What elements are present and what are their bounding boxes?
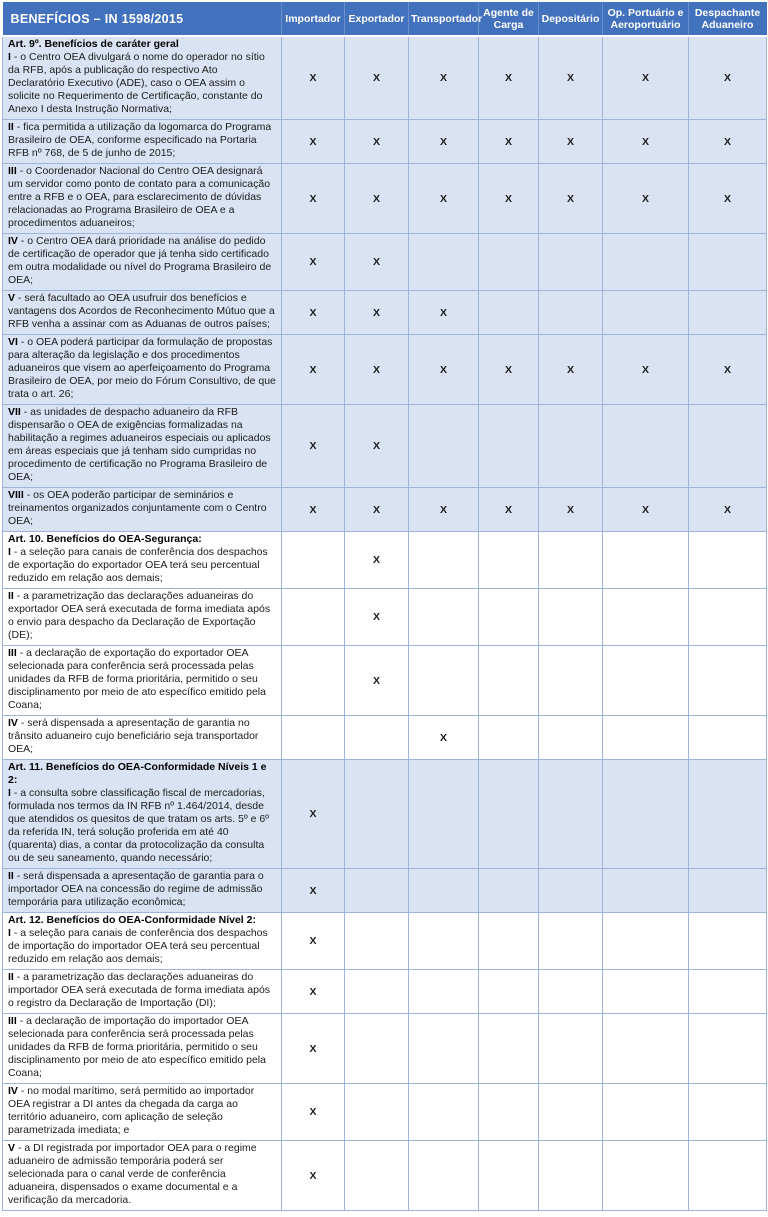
empty-cell	[479, 646, 539, 716]
x-mark-cell	[603, 120, 689, 164]
column-header-despachante-aduaneiro: Despachante Aduaneiro	[689, 3, 767, 37]
x-mark: X	[309, 808, 317, 820]
x-mark: X	[309, 256, 317, 268]
x-mark-cell	[539, 36, 603, 120]
benefit-description-cell	[3, 1141, 282, 1211]
x-mark-cell	[345, 589, 409, 646]
benefit-text-body: - o Coordenador Nacional do Centro OEA designará um servidor como ponto de contato para a comunicação entre a RFB e o OEA, para esclarecimento de dúvidas relacionadas ao Programa Brasileiro de OEA e a procedimentos aduaneiros;	[8, 165, 271, 229]
x-mark-cell	[282, 760, 345, 869]
benefit-row	[3, 1084, 767, 1141]
empty-cell	[345, 1141, 409, 1211]
benefit-text-body: - a DI registrada por importador OEA para o regime aduaneiro de admissão temporária poderá ser selecionada para o canal verde de conferência aduaneira, dispensados o exame documental e a verificação da mercadoria.	[8, 1142, 257, 1206]
x-mark-cell	[282, 488, 345, 532]
empty-cell	[409, 405, 479, 488]
x-mark: X	[504, 363, 512, 376]
benefit-text	[8, 406, 277, 484]
table-title: BENEFÍCIOS – IN 1598/2015	[3, 3, 282, 37]
benefit-text-body: - no modal marítimo, será permitido ao importador OEA registrar a DI antes da chegada da carga ao território aduaneiro, com aplicação de seleção parametrizada imediata; e	[8, 1085, 255, 1136]
empty-cell	[539, 646, 603, 716]
benefit-row	[3, 716, 767, 760]
empty-cell	[409, 760, 479, 869]
x-mark-cell	[345, 335, 409, 405]
x-mark-cell	[409, 716, 479, 760]
empty-cell	[689, 1014, 767, 1084]
benefit-description-cell	[3, 589, 282, 646]
x-mark-cell	[345, 488, 409, 532]
x-mark-cell	[479, 335, 539, 405]
benefit-numeral: III	[8, 647, 17, 659]
empty-cell	[689, 589, 767, 646]
benefit-row	[3, 913, 767, 970]
benefit-text-body: - será dispensada a apresentação de garantia para o importador OEA na concessão do regime de admissão temporária para utilização econômica;	[8, 870, 264, 908]
empty-cell	[689, 716, 767, 760]
x-mark-cell	[345, 405, 409, 488]
empty-cell	[409, 913, 479, 970]
x-mark: X	[372, 554, 380, 566]
benefit-row	[3, 405, 767, 488]
benefit-numeral: II	[8, 121, 14, 133]
benefit-row	[3, 970, 767, 1014]
column-header-transportador: Transportador	[409, 3, 479, 37]
empty-cell	[689, 1084, 767, 1141]
empty-cell	[603, 589, 689, 646]
empty-cell	[479, 869, 539, 913]
empty-cell	[539, 760, 603, 869]
empty-cell	[345, 869, 409, 913]
x-mark: X	[641, 503, 649, 516]
empty-cell	[282, 646, 345, 716]
benefit-row	[3, 532, 767, 589]
column-header-op-portuario-aeroportuario: Op. Portuário e Aeroportuário	[603, 3, 689, 37]
x-mark-cell	[282, 120, 345, 164]
benefit-text-body: - a declaração de exportação do exportador OEA selecionada para conferência será processada pelas unidades da RFB de forma prioritária, permitido o seu disciplinamento por meio de ato específico emitido pela Coana;	[8, 647, 266, 711]
x-mark-cell	[539, 488, 603, 532]
header-row	[3, 3, 767, 37]
benefit-text	[8, 235, 277, 287]
x-mark-cell	[282, 1084, 345, 1141]
benefit-numeral: IV	[8, 1085, 18, 1097]
x-mark-cell	[479, 36, 539, 120]
benefit-row	[3, 488, 767, 532]
benefit-description-cell	[3, 234, 282, 291]
benefit-numeral: VII	[8, 406, 21, 418]
section-header: Art. 9º. Benefícios de caráter geral	[8, 38, 179, 50]
empty-cell	[479, 716, 539, 760]
benefit-description-cell	[3, 405, 282, 488]
empty-cell	[479, 1141, 539, 1211]
empty-cell	[539, 589, 603, 646]
empty-cell	[409, 869, 479, 913]
x-mark-cell	[409, 488, 479, 532]
benefit-text	[8, 1015, 277, 1080]
x-mark: X	[439, 731, 447, 744]
benefit-numeral: II	[8, 971, 14, 983]
empty-cell	[409, 1141, 479, 1211]
benefit-description-cell	[3, 488, 282, 532]
column-header-depositario: Depositário	[539, 3, 603, 37]
empty-cell	[282, 532, 345, 589]
x-mark-cell	[282, 405, 345, 488]
benefits-table-body	[3, 36, 767, 1211]
empty-cell	[409, 970, 479, 1014]
x-mark-cell	[345, 234, 409, 291]
empty-cell	[479, 970, 539, 1014]
x-mark-cell	[282, 291, 345, 335]
x-mark: X	[504, 192, 512, 205]
empty-cell	[603, 234, 689, 291]
x-mark: X	[641, 363, 649, 376]
x-mark: X	[566, 135, 574, 148]
benefit-numeral: I	[8, 927, 11, 939]
empty-cell	[689, 1141, 767, 1211]
x-mark: X	[566, 503, 574, 516]
empty-cell	[282, 589, 345, 646]
benefit-text	[8, 489, 277, 528]
x-mark: X	[372, 440, 380, 452]
x-mark-cell	[689, 164, 767, 234]
benefit-text-body: - a declaração de importação do importador OEA selecionada para conferência será processada pelas unidades da RFB de forma prioritária, permitido o seu disciplinamento por meio de ato específico emitido pela Coana;	[8, 1015, 266, 1079]
x-mark-cell	[409, 120, 479, 164]
benefit-text	[8, 51, 277, 116]
x-mark-cell	[345, 120, 409, 164]
x-mark: X	[723, 192, 731, 205]
x-mark-cell	[409, 291, 479, 335]
x-mark-cell	[345, 646, 409, 716]
benefit-row	[3, 1141, 767, 1211]
empty-cell	[689, 760, 767, 869]
x-mark: X	[309, 503, 317, 516]
benefit-text-body: - será dispensada a apresentação de garantia no trânsito aduaneiro cujo beneficiário seja transportador OEA;	[8, 717, 259, 755]
benefit-row	[3, 120, 767, 164]
x-mark: X	[723, 363, 731, 376]
x-mark: X	[566, 192, 574, 205]
benefit-text	[8, 647, 277, 712]
x-mark: X	[372, 363, 380, 376]
benefits-table	[2, 2, 767, 1211]
empty-cell	[539, 291, 603, 335]
x-mark: X	[504, 135, 512, 148]
x-mark: X	[504, 72, 512, 84]
x-mark-cell	[282, 36, 345, 120]
benefit-numeral: V	[8, 1142, 16, 1154]
x-mark-cell	[282, 1014, 345, 1084]
x-mark: X	[372, 306, 380, 319]
benefit-text	[8, 165, 277, 230]
x-mark-cell	[345, 164, 409, 234]
x-mark-cell	[479, 488, 539, 532]
x-mark-cell	[409, 164, 479, 234]
empty-cell	[603, 405, 689, 488]
x-mark-cell	[689, 488, 767, 532]
benefit-numeral: VIII	[8, 489, 24, 501]
benefit-description-cell	[3, 532, 282, 589]
benefit-text-body: - o OEA poderá participar da formulação de propostas para alteração da legislação e dos procedimentos aduaneiros que visem ao aperfeiçoamento do Programa Brasileiro de OEA, por meio do Fórum Consultivo, de que trata o art. 26;	[8, 336, 276, 400]
benefit-numeral: V	[8, 292, 16, 304]
empty-cell	[409, 589, 479, 646]
empty-cell	[689, 532, 767, 589]
empty-cell	[539, 405, 603, 488]
benefit-numeral: II	[8, 870, 14, 882]
benefit-text	[8, 927, 277, 966]
benefit-row	[3, 589, 767, 646]
x-mark: X	[439, 135, 447, 148]
benefit-numeral: I	[8, 546, 11, 558]
empty-cell	[479, 913, 539, 970]
empty-cell	[603, 913, 689, 970]
empty-cell	[539, 913, 603, 970]
benefit-numeral: II	[8, 590, 14, 602]
benefit-text	[8, 336, 277, 401]
empty-cell	[409, 1014, 479, 1084]
x-mark-cell	[409, 335, 479, 405]
x-mark-cell	[539, 164, 603, 234]
benefit-text-body: - os OEA poderão participar de seminários e treinamentos organizados conjuntamente com o Centro OEA;	[8, 489, 267, 527]
empty-cell	[603, 532, 689, 589]
benefit-numeral: I	[8, 787, 11, 799]
benefit-text	[8, 717, 277, 756]
empty-cell	[603, 1084, 689, 1141]
x-mark-cell	[479, 164, 539, 234]
benefit-text-body: - a seleção para canais de conferência dos despachos de exportação do exportador OEA terá seu percentual reduzido em relação aos demais;	[8, 546, 268, 584]
benefit-text	[8, 546, 277, 585]
benefit-text-body: - fica permitida a utilização da logomarca do Programa Brasileiro de OEA, conforme especificado na Portaria RFB nº 768, de 5 de junho de 2015;	[8, 121, 272, 159]
x-mark-cell	[282, 1141, 345, 1211]
x-mark-cell	[539, 335, 603, 405]
x-mark-cell	[282, 970, 345, 1014]
empty-cell	[282, 716, 345, 760]
empty-cell	[539, 869, 603, 913]
benefit-text	[8, 121, 277, 160]
benefit-numeral: IV	[8, 717, 18, 729]
empty-cell	[603, 760, 689, 869]
x-mark: X	[439, 306, 447, 319]
empty-cell	[603, 716, 689, 760]
x-mark: X	[372, 135, 380, 148]
x-mark: X	[439, 192, 447, 205]
benefit-description-cell	[3, 1014, 282, 1084]
benefit-description-cell	[3, 164, 282, 234]
x-mark: X	[641, 192, 649, 205]
empty-cell	[539, 1084, 603, 1141]
benefit-row	[3, 869, 767, 913]
x-mark: X	[309, 306, 317, 319]
benefit-text	[8, 971, 277, 1010]
benefit-row	[3, 291, 767, 335]
x-mark-cell	[603, 488, 689, 532]
benefit-description-cell	[3, 36, 282, 120]
empty-cell	[479, 234, 539, 291]
section-header: Art. 11. Benefícios do OEA-Conformidade Níveis 1 e 2:	[8, 761, 267, 786]
benefit-description-cell	[3, 970, 282, 1014]
benefit-text	[8, 590, 277, 642]
x-mark-cell	[689, 36, 767, 120]
x-mark: X	[439, 72, 447, 84]
empty-cell	[603, 1014, 689, 1084]
empty-cell	[479, 1084, 539, 1141]
empty-cell	[479, 760, 539, 869]
empty-cell	[539, 234, 603, 291]
benefit-row	[3, 335, 767, 405]
x-mark-cell	[603, 335, 689, 405]
benefit-text	[8, 870, 277, 909]
benefit-row	[3, 234, 767, 291]
x-mark-cell	[282, 913, 345, 970]
empty-cell	[539, 716, 603, 760]
x-mark: X	[372, 503, 380, 516]
empty-cell	[603, 869, 689, 913]
x-mark: X	[309, 72, 317, 84]
empty-cell	[409, 234, 479, 291]
x-mark-cell	[603, 36, 689, 120]
x-mark: X	[504, 503, 512, 516]
x-mark-cell	[479, 120, 539, 164]
benefit-row	[3, 646, 767, 716]
empty-cell	[689, 970, 767, 1014]
empty-cell	[345, 760, 409, 869]
empty-cell	[603, 646, 689, 716]
benefit-text-body: - o Centro OEA divulgará o nome do operador no sítio da RFB, após a publicação do respectivo Ato Declaratório Executivo (ADE), caso o OEA assim o solicite no Requerimento de Certificação, constante do Anexo I desta Instrução Normativa;	[8, 51, 265, 115]
benefit-description-cell	[3, 1084, 282, 1141]
benefit-text	[8, 1085, 277, 1137]
empty-cell	[689, 291, 767, 335]
x-mark: X	[372, 256, 380, 268]
empty-cell	[345, 913, 409, 970]
x-mark: X	[309, 1169, 317, 1182]
x-mark: X	[309, 935, 317, 947]
empty-cell	[603, 1141, 689, 1211]
empty-cell	[345, 1014, 409, 1084]
benefit-text	[8, 292, 277, 331]
x-mark-cell	[282, 234, 345, 291]
benefit-text-body: - a parametrização das declarações aduaneiras do importador OEA será executada de forma imediata após o registro da Declaração de Importação (DI);	[8, 971, 271, 1009]
empty-cell	[345, 716, 409, 760]
benefit-numeral: III	[8, 165, 17, 177]
empty-cell	[409, 532, 479, 589]
benefit-text	[8, 1142, 277, 1207]
x-mark: X	[439, 363, 447, 376]
x-mark: X	[309, 985, 317, 998]
empty-cell	[689, 234, 767, 291]
x-mark: X	[641, 135, 649, 148]
empty-cell	[539, 1014, 603, 1084]
empty-cell	[345, 1084, 409, 1141]
empty-cell	[689, 646, 767, 716]
x-mark: X	[723, 72, 731, 84]
benefit-row	[3, 164, 767, 234]
empty-cell	[689, 869, 767, 913]
benefit-text-body: - a consulta sobre classificação fiscal de mercadorias, formulada nos termos da IN RFB nº 1.464/2014, desde que atendidos os quesitos de que tratam os arts. 5º e 6º da referida IN, terá solução proferida em até 40 (quarenta) dias, a contar da protocolização da consulta ou de seu saneamento, quando necessário;	[8, 787, 269, 864]
x-mark: X	[309, 363, 317, 376]
empty-cell	[479, 589, 539, 646]
benefit-numeral: IV	[8, 235, 18, 247]
benefit-numeral: VI	[8, 336, 18, 348]
x-mark: X	[309, 135, 317, 148]
benefit-text-body: - será facultado ao OEA usufruir dos benefícios e vantagens dos Acordos de Reconhecimento Mútuo que a RFB venha a assinar com as Aduanas de outros países;	[8, 292, 275, 330]
x-mark-cell	[345, 36, 409, 120]
x-mark: X	[309, 440, 317, 452]
empty-cell	[479, 405, 539, 488]
empty-cell	[603, 970, 689, 1014]
benefit-text-body: - a seleção para canais de conferência dos despachos de importação do importador OEA terá seu percentual reduzido em relação aos demais;	[8, 927, 268, 965]
empty-cell	[539, 532, 603, 589]
empty-cell	[603, 291, 689, 335]
benefit-description-cell	[3, 913, 282, 970]
x-mark: X	[309, 192, 317, 205]
empty-cell	[479, 532, 539, 589]
benefit-description-cell	[3, 646, 282, 716]
empty-cell	[689, 913, 767, 970]
empty-cell	[479, 1014, 539, 1084]
empty-cell	[689, 405, 767, 488]
empty-cell	[539, 970, 603, 1014]
x-mark-cell	[282, 869, 345, 913]
benefit-description-cell	[3, 716, 282, 760]
benefit-description-cell	[3, 120, 282, 164]
benefit-row	[3, 1014, 767, 1084]
x-mark-cell	[689, 335, 767, 405]
benefit-text-body: - o Centro OEA dará prioridade na análise do pedido de certificação de operador que já tenha sido certificado em outra modalidade ou nível do Programa Brasileiro de OEA;	[8, 235, 272, 286]
x-mark: X	[566, 72, 574, 84]
x-mark: X	[309, 1106, 317, 1118]
benefit-text	[8, 787, 277, 865]
x-mark: X	[566, 363, 574, 376]
benefit-row	[3, 36, 767, 120]
x-mark-cell	[603, 164, 689, 234]
x-mark: X	[723, 135, 731, 148]
benefit-numeral: I	[8, 51, 11, 63]
x-mark: X	[372, 611, 380, 623]
x-mark: X	[641, 72, 649, 84]
x-mark: X	[372, 72, 380, 84]
x-mark-cell	[345, 291, 409, 335]
column-header-agente-de-carga: Agente de Carga	[479, 3, 539, 37]
x-mark: X	[309, 1042, 317, 1055]
empty-cell	[539, 1141, 603, 1211]
empty-cell	[345, 970, 409, 1014]
x-mark: X	[372, 192, 380, 205]
column-header-exportador: Exportador	[345, 3, 409, 37]
benefit-description-cell	[3, 760, 282, 869]
x-mark-cell	[282, 164, 345, 234]
x-mark: X	[309, 884, 317, 897]
x-mark-cell	[689, 120, 767, 164]
benefit-row	[3, 760, 767, 869]
column-header-importador: Importador	[282, 3, 345, 37]
benefit-description-cell	[3, 335, 282, 405]
x-mark-cell	[345, 532, 409, 589]
benefit-description-cell	[3, 291, 282, 335]
x-mark: X	[723, 503, 731, 516]
x-mark: X	[439, 503, 447, 516]
empty-cell	[479, 291, 539, 335]
x-mark-cell	[282, 335, 345, 405]
empty-cell	[409, 646, 479, 716]
x-mark-cell	[539, 120, 603, 164]
benefit-text-body: - a parametrização das declarações aduaneiras do exportador OEA será executada de forma imediata após o envio para despacho da Declaração de Exportação (DE);	[8, 590, 271, 641]
x-mark-cell	[409, 36, 479, 120]
benefit-numeral: III	[8, 1015, 17, 1027]
section-header: Art. 10. Benefícios do OEA-Segurança:	[8, 533, 202, 545]
benefit-text-body: - as unidades de despacho aduaneiro da RFB dispensarão o OEA de exigências formalizadas na habilitação a regimes aduaneiros especiais ou aplicados em áreas especiais que já tenham sido cumpridas no procedimento de certificação no Programa Brasileiro de OEA;	[8, 406, 271, 483]
x-mark: X	[372, 674, 380, 687]
empty-cell	[409, 1084, 479, 1141]
benefit-description-cell	[3, 869, 282, 913]
section-header: Art. 12. Benefícios do OEA-Conformidade Nível 2:	[8, 914, 256, 926]
